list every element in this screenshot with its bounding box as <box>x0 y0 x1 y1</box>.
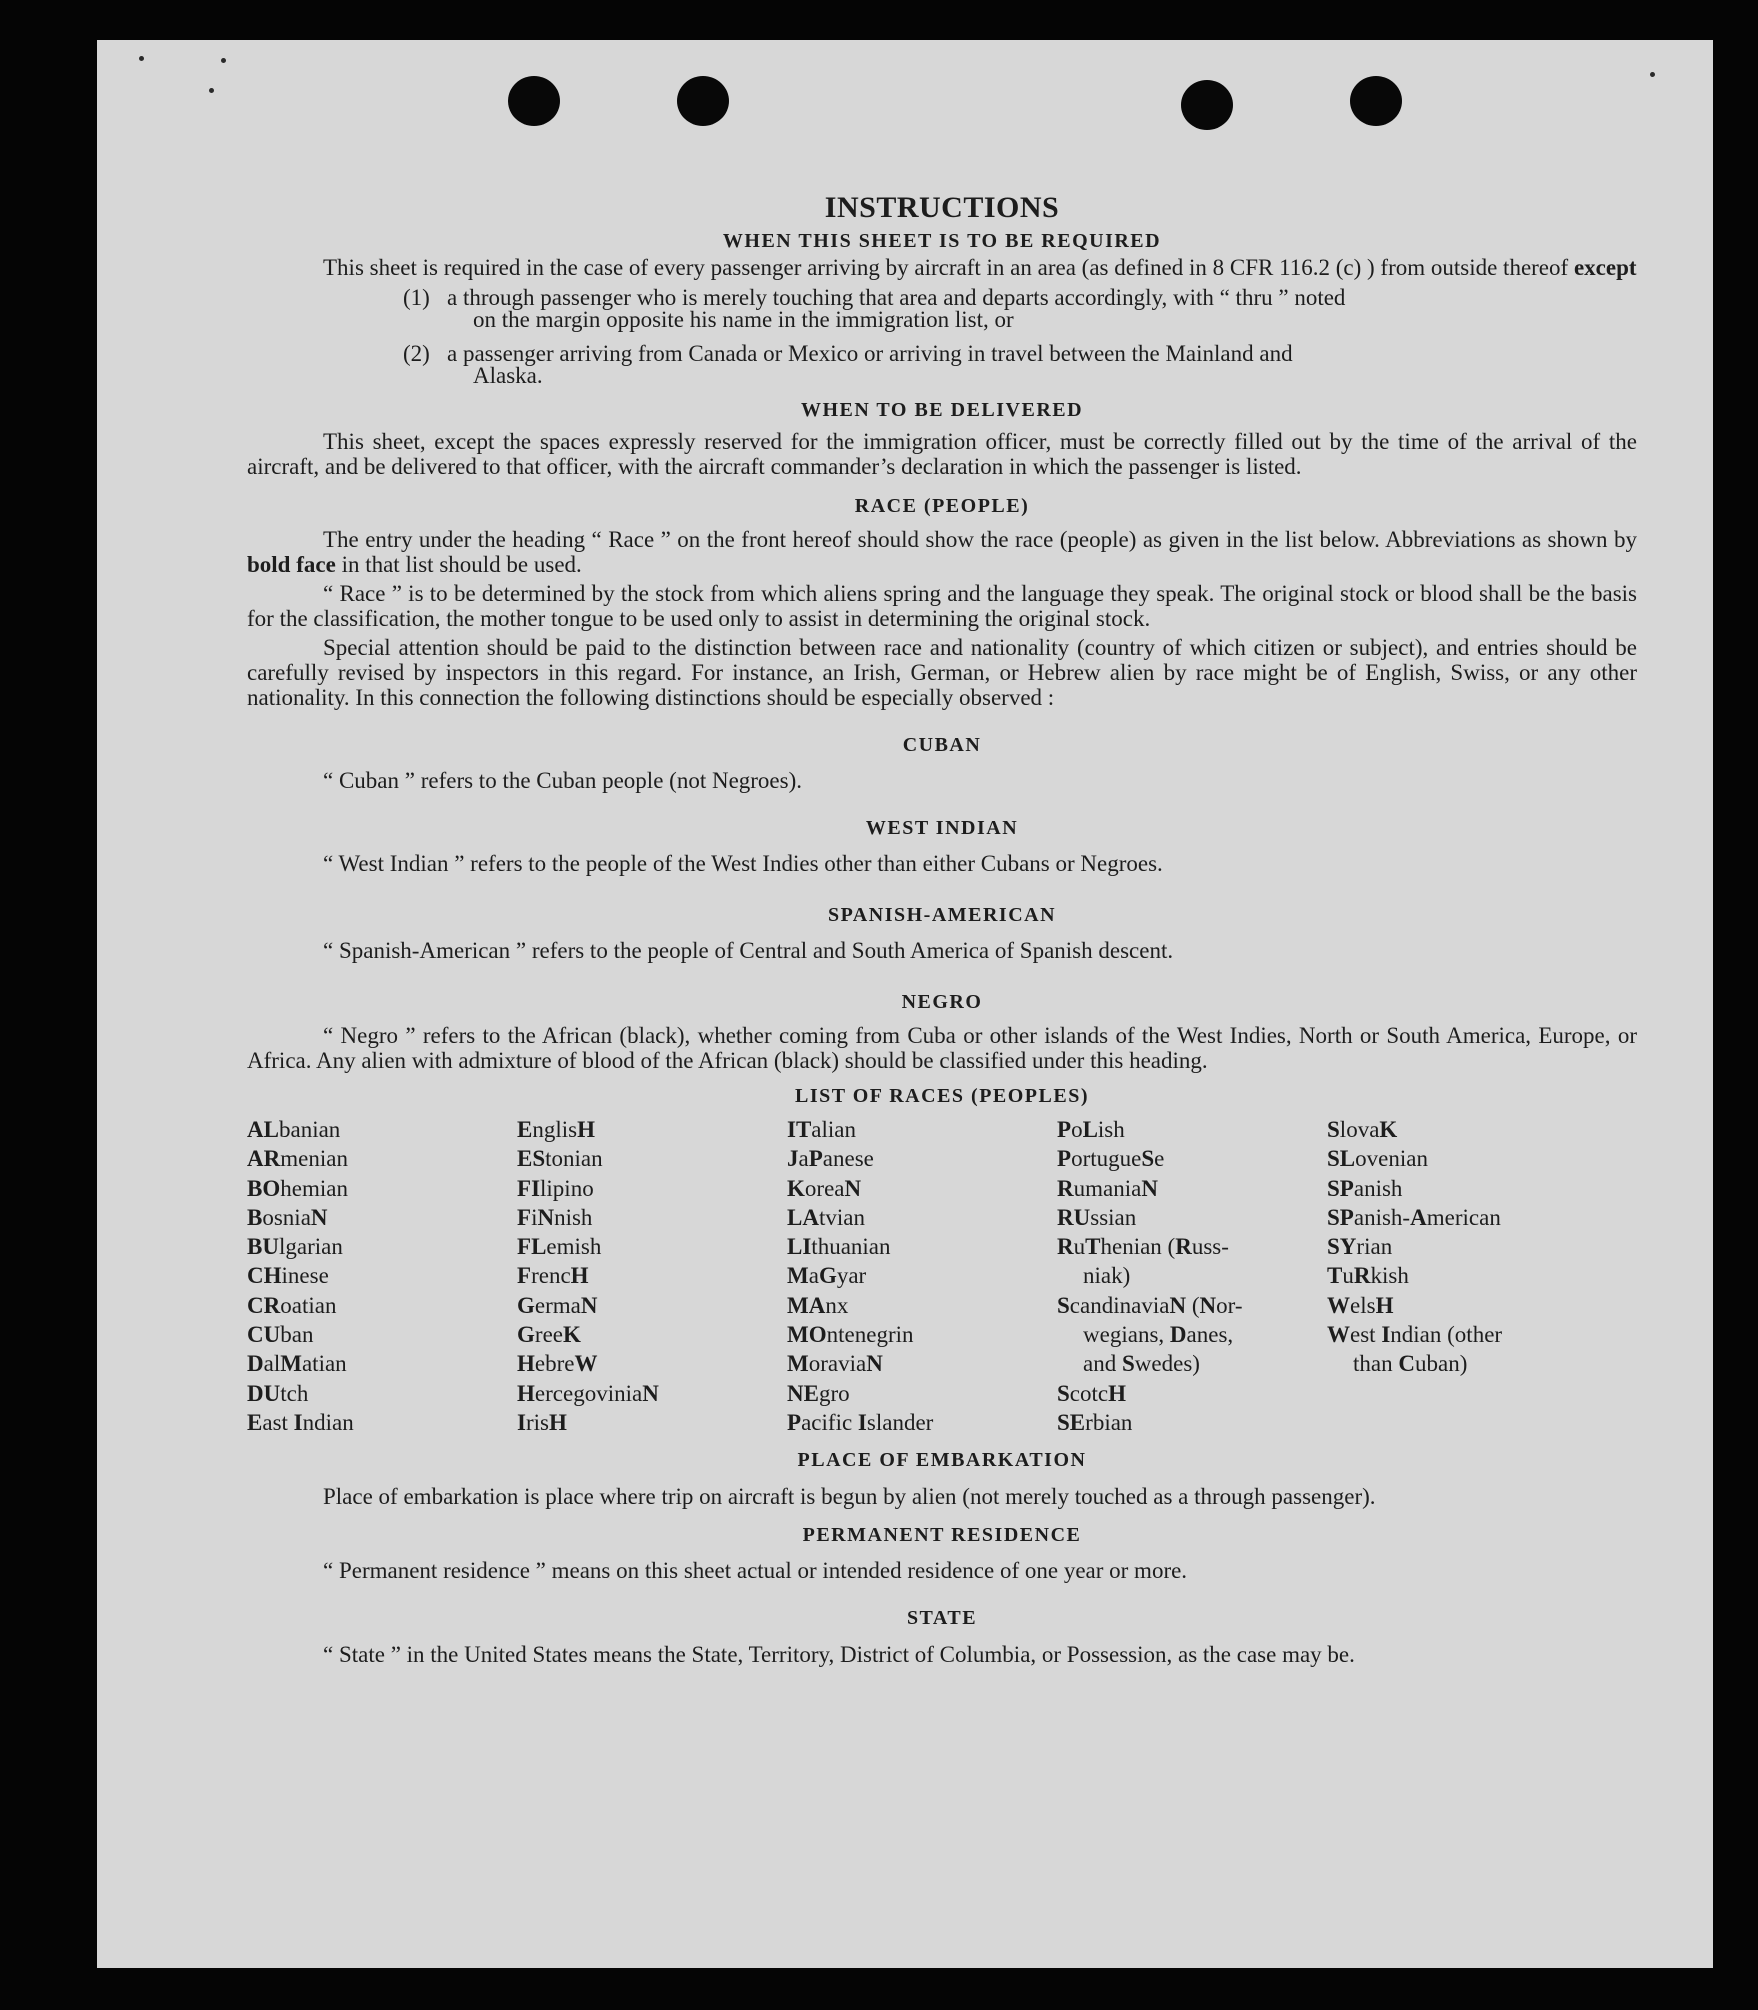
dust-speck <box>1650 72 1655 77</box>
race-entry: BOhemian <box>247 1175 348 1201</box>
race-entry: GreeK <box>517 1322 581 1348</box>
negro-text: “ Negro ” refers to the African (black), whether coming from Cuba or other islands of the West Indies, North or South America, Europe, or Africa. Any alien with admixture of blood of the African (black) should be classified under this heading. <box>247 1023 1637 1073</box>
heading-place-of-embarkation: PLACE OF EMBARKATION <box>797 1449 1087 1472</box>
heading-permanent-residence: PERMANENT RESIDENCE <box>802 1524 1082 1547</box>
race-entry: ITalian <box>787 1117 857 1142</box>
cuban-text: “ Cuban ” refers to the Cuban people (not Negroes). <box>323 768 803 793</box>
heading-race: RACE (PEOPLE) <box>854 495 1030 517</box>
exception-item-2-line1: a passenger arriving from Canada or Mexico or arriving in travel between the Mainland and <box>447 341 1293 366</box>
race-entry: MoraviaN <box>787 1351 883 1377</box>
race-entry: MOntenegrin <box>787 1322 914 1348</box>
heading-negro: NEGRO <box>901 991 983 1013</box>
west-indian-text: “ West Indian ” refers to the people of the West Indies other than either Cubans or Negroes. <box>323 851 1163 876</box>
punch-hole <box>508 76 560 126</box>
race-entry: IrisH <box>517 1409 567 1435</box>
race-entry: ARmenian <box>247 1146 348 1172</box>
when-required-intro <box>247 255 1637 280</box>
race-list <box>247 1115 1637 1437</box>
race-entry: SLovenian <box>1327 1146 1428 1172</box>
race-entry-continuation: and Swedes) <box>1083 1351 1200 1377</box>
race-entry: DUtch <box>247 1380 309 1406</box>
race-column-5 <box>1327 1115 1557 1437</box>
heading-list-of-races: LIST OF RACES (PEOPLES) <box>794 1085 1089 1107</box>
race-entry: TuRkish <box>1327 1263 1409 1289</box>
race-p1-end: in that list should be used. <box>341 552 582 577</box>
race-paragraph-1 <box>247 527 1637 577</box>
exception-item-1-line1: a through passenger who is merely touching that area and departs accordingly, with “ thru ” noted <box>447 285 1346 310</box>
heading-west-indian: WEST INDIAN <box>865 817 1019 839</box>
race-entry: East Indian <box>247 1409 354 1435</box>
heading-state: STATE <box>906 1607 978 1630</box>
race-entry: SErbian <box>1057 1409 1133 1435</box>
race-entry: EStonian <box>517 1146 603 1172</box>
dust-speck <box>221 58 226 63</box>
race-entry: SYrian <box>1327 1234 1393 1260</box>
race-entry: SlovaK <box>1327 1117 1398 1142</box>
spanish-american-text: “ Spanish-American ” refers to the people of Central and South America of Spanish descent. <box>323 938 1174 963</box>
race-entry: BosniaN <box>247 1204 328 1230</box>
race-column-2 <box>517 1115 787 1437</box>
race-entry: WelsH <box>1327 1292 1394 1318</box>
heading-when-delivered: WHEN TO BE DELIVERED <box>800 399 1084 421</box>
race-p1-text: The entry under the heading “ Race ” on the front hereof should show the race (people) as given in the list below. Abbreviations as shown by <box>323 527 1637 552</box>
race-entry: FrencH <box>517 1263 589 1289</box>
race-entry: JaPanese <box>787 1146 874 1172</box>
instructions-body <box>247 148 1637 1670</box>
punch-hole <box>1350 76 1402 126</box>
race-entry-continuation: than Cuban) <box>1353 1351 1468 1377</box>
race-entry: Pacific Islander <box>787 1409 934 1435</box>
race-entry-continuation: wegians, Danes, <box>1083 1322 1234 1348</box>
punch-hole <box>677 76 729 126</box>
race-entry: GermaN <box>517 1292 598 1318</box>
document-sheet <box>97 40 1713 1968</box>
race-entry: ScotcH <box>1057 1380 1127 1406</box>
race-entry: PoLish <box>1057 1117 1125 1142</box>
race-column-3 <box>787 1115 1057 1437</box>
race-entry: NEgro <box>787 1380 850 1406</box>
page-title: INSTRUCTIONS <box>824 191 1060 224</box>
race-entry: FiNnish <box>517 1204 593 1230</box>
dust-speck <box>209 88 214 93</box>
exception-item-1-number: (1) <box>403 285 430 310</box>
race-entry: FLemish <box>517 1234 602 1260</box>
heading-spanish-american: SPANISH-AMERICAN <box>827 904 1057 926</box>
race-entry: PortugueSe <box>1057 1146 1165 1172</box>
race-entry: HercegoviniaN <box>517 1380 659 1406</box>
race-entry: SPanish-American <box>1327 1204 1501 1230</box>
place-of-embarkation-text: Place of embarkation is place where trip on aircraft is begun by alien (not merely touched as a through passenger). <box>323 1484 1376 1510</box>
race-entry: KoreaN <box>787 1175 862 1201</box>
race-entry: FIlipino <box>517 1175 594 1201</box>
race-entry: EnglisH <box>517 1117 595 1142</box>
race-entry: ScandinaviaN (Nor- <box>1057 1292 1243 1318</box>
exception-item-1-line2: on the margin opposite his name in the immigration list, or <box>473 307 1014 332</box>
race-entry: HebreW <box>517 1351 598 1377</box>
race-entry: RUssian <box>1057 1204 1137 1230</box>
race-entry: LIthuanian <box>787 1234 891 1260</box>
race-entry: RumaniaN <box>1057 1175 1158 1201</box>
exception-item-2-number: (2) <box>403 341 430 366</box>
race-entry: BUlgarian <box>247 1234 343 1260</box>
punch-hole <box>1181 80 1233 130</box>
bold-face-text: bold face <box>247 552 336 577</box>
race-entry: CRoatian <box>247 1292 337 1318</box>
race-paragraph-2: “ Race ” is to be determined by the stock from which aliens spring and the language they speak. The original stock or blood shall be the basis for the classification, the mother tongue to be used only to assist in determining the original stock. <box>247 581 1637 631</box>
heading-cuban: CUBAN <box>902 734 982 756</box>
race-entry: CUban <box>247 1322 314 1348</box>
race-entry: RuThenian (Russ- <box>1057 1234 1229 1260</box>
exception-item-2 <box>403 343 1637 387</box>
race-entry: ALbanian <box>247 1117 341 1142</box>
permanent-residence-text: “ Permanent residence ” means on this sheet actual or intended residence of one year or more. <box>323 1558 1188 1584</box>
race-entry: MAnx <box>787 1292 849 1318</box>
race-entry: West Indian (other <box>1327 1322 1503 1348</box>
race-entry: SPanish <box>1327 1175 1403 1201</box>
dust-speck <box>139 56 144 61</box>
race-entry-continuation: niak) <box>1083 1263 1131 1289</box>
race-column-4 <box>1057 1115 1327 1437</box>
race-entry: DalMatian <box>247 1351 347 1377</box>
exception-item-2-line2: Alaska. <box>473 363 543 388</box>
state-text: “ State ” in the United States means the State, Territory, District of Columbia, or Possession, as the case may be. <box>323 1642 1355 1668</box>
race-paragraph-3: Special attention should be paid to the distinction between race and nationality (country of which citizen or subject), and entries should be carefully revised by inspectors in this regard. For instance, an Irish, German, or Hebrew alien by race might be of English, Swiss, or any other nationality. In this connection the following distinctions should be especially observed : <box>247 635 1637 710</box>
heading-when-required: WHEN THIS SHEET IS TO BE REQUIRED <box>722 230 1162 252</box>
race-entry: CHinese <box>247 1263 329 1289</box>
race-entry: MaGyar <box>787 1263 867 1289</box>
when-required-intro-text: This sheet is required in the case of every passenger arriving by aircraft in an area (as defined in 8 CFR 116.2 (c) ) from outside thereof <box>323 255 1569 280</box>
when-delivered-text: This sheet, except the spaces expressly reserved for the immigration officer, must be correctly filled out by the time of the arrival of the aircraft, and be delivered to that officer, with the aircraft commander’s declaration in which the passenger is listed. <box>247 429 1637 479</box>
exception-item-1 <box>403 287 1637 331</box>
race-column-1 <box>247 1115 517 1437</box>
race-entry: LAtvian <box>787 1204 865 1230</box>
except-bold: except <box>1573 255 1637 280</box>
